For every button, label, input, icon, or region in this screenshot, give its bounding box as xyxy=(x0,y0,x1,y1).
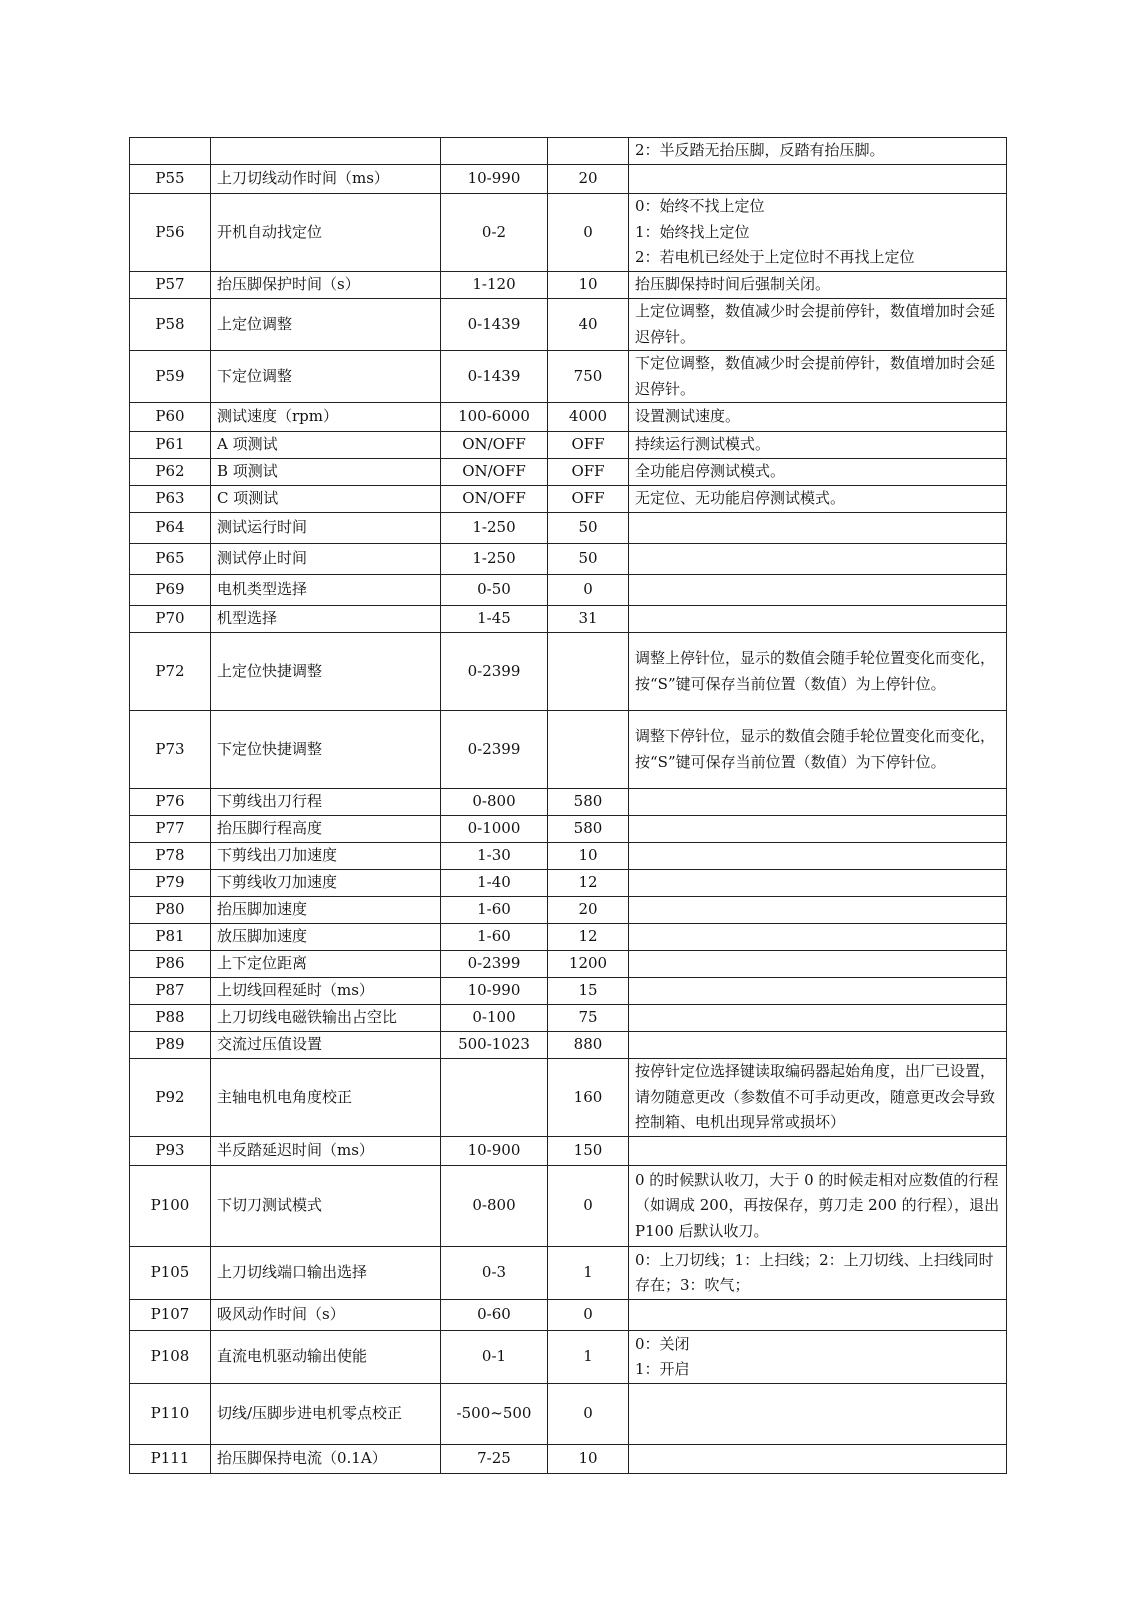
table-row xyxy=(130,513,1007,544)
parameter-table xyxy=(129,137,1007,1474)
param-code: P59 xyxy=(130,351,211,403)
table-row xyxy=(130,1331,1007,1384)
param-name: 下定位快捷调整 xyxy=(211,711,441,789)
param-default: 75 xyxy=(548,1005,629,1032)
param-range: 0-800 xyxy=(441,1166,548,1247)
param-name xyxy=(211,138,441,165)
param-default: 150 xyxy=(548,1137,629,1166)
table-row xyxy=(130,1384,1007,1445)
param-code: P87 xyxy=(130,978,211,1005)
table-row xyxy=(130,843,1007,870)
param-code: P92 xyxy=(130,1059,211,1137)
param-default: 20 xyxy=(548,897,629,924)
param-range: 1-60 xyxy=(441,924,548,951)
table-row xyxy=(130,897,1007,924)
param-default: 50 xyxy=(548,544,629,575)
param-name: 上刀切线动作时间（ms） xyxy=(211,165,441,194)
table-row xyxy=(130,544,1007,575)
param-description xyxy=(629,978,1007,1005)
param-description: 0：关闭 1：开启 xyxy=(629,1331,1007,1384)
param-description xyxy=(629,165,1007,194)
param-range: 1-250 xyxy=(441,513,548,544)
param-description xyxy=(629,1300,1007,1331)
table-row xyxy=(130,459,1007,486)
param-code: P77 xyxy=(130,816,211,843)
param-default: OFF xyxy=(548,459,629,486)
table-row xyxy=(130,1445,1007,1474)
table-row xyxy=(130,575,1007,606)
param-code: P76 xyxy=(130,789,211,816)
param-default: 1 xyxy=(548,1331,629,1384)
table-row xyxy=(130,1166,1007,1247)
param-default: 750 xyxy=(548,351,629,403)
param-range: 0-50 xyxy=(441,575,548,606)
table-row xyxy=(130,138,1007,165)
param-description xyxy=(629,816,1007,843)
param-range: 0-1439 xyxy=(441,351,548,403)
param-default: 4000 xyxy=(548,403,629,432)
param-name: 下切刀测试模式 xyxy=(211,1166,441,1247)
param-default: 12 xyxy=(548,870,629,897)
param-name: 半反踏延迟时间（ms） xyxy=(211,1137,441,1166)
param-range: 0-2399 xyxy=(441,711,548,789)
param-code: P80 xyxy=(130,897,211,924)
table-row xyxy=(130,1032,1007,1059)
param-range: 7-25 xyxy=(441,1445,548,1474)
param-code: P64 xyxy=(130,513,211,544)
param-range: 0-3 xyxy=(441,1247,548,1300)
param-description xyxy=(629,897,1007,924)
param-description: 全功能启停测试模式。 xyxy=(629,459,1007,486)
param-name: 吸风动作时间（s） xyxy=(211,1300,441,1331)
param-description xyxy=(629,951,1007,978)
table-row xyxy=(130,789,1007,816)
param-code: P93 xyxy=(130,1137,211,1166)
param-default: 580 xyxy=(548,816,629,843)
param-name: 开机自动找定位 xyxy=(211,194,441,272)
table-row xyxy=(130,924,1007,951)
param-default: 0 xyxy=(548,1166,629,1247)
param-name: 上刀切线电磁铁输出占空比 xyxy=(211,1005,441,1032)
param-description xyxy=(629,1005,1007,1032)
param-code: P57 xyxy=(130,272,211,299)
param-description: 无定位、无功能启停测试模式。 xyxy=(629,486,1007,513)
param-default: 0 xyxy=(548,1384,629,1445)
param-default: OFF xyxy=(548,486,629,513)
param-code: P60 xyxy=(130,403,211,432)
param-name: 测试速度（rpm） xyxy=(211,403,441,432)
table-row xyxy=(130,978,1007,1005)
param-code: P55 xyxy=(130,165,211,194)
param-default: 0 xyxy=(548,194,629,272)
param-name: 抬压脚加速度 xyxy=(211,897,441,924)
param-description: 按停针定位选择键读取编码器起始角度，出厂已设置，请勿随意更改（参数值不可手动更改，随意更改会导致控制箱、电机出现异常或损坏） xyxy=(629,1059,1007,1137)
param-description xyxy=(629,513,1007,544)
param-range: 1-45 xyxy=(441,606,548,633)
table-row xyxy=(130,1137,1007,1166)
param-range: 1-30 xyxy=(441,843,548,870)
param-code: P70 xyxy=(130,606,211,633)
table-row xyxy=(130,816,1007,843)
param-default xyxy=(548,138,629,165)
param-range: ON/OFF xyxy=(441,459,548,486)
param-code xyxy=(130,138,211,165)
param-default: 10 xyxy=(548,843,629,870)
param-default: 20 xyxy=(548,165,629,194)
param-range: 1-250 xyxy=(441,544,548,575)
param-default: 160 xyxy=(548,1059,629,1137)
table-row xyxy=(130,299,1007,351)
table-row xyxy=(130,1059,1007,1137)
table-row xyxy=(130,432,1007,459)
param-range: 0-60 xyxy=(441,1300,548,1331)
param-name: C 项测试 xyxy=(211,486,441,513)
param-range: 1-120 xyxy=(441,272,548,299)
param-name: 抬压脚保持电流（0.1A） xyxy=(211,1445,441,1474)
param-code: P78 xyxy=(130,843,211,870)
param-code: P79 xyxy=(130,870,211,897)
param-range xyxy=(441,138,548,165)
param-default: 10 xyxy=(548,1445,629,1474)
param-code: P61 xyxy=(130,432,211,459)
table-row xyxy=(130,1247,1007,1300)
param-range: 0-1 xyxy=(441,1331,548,1384)
param-description: 抬压脚保持时间后强制关闭。 xyxy=(629,272,1007,299)
param-description: 下定位调整，数值减少时会提前停针，数值增加时会延迟停针。 xyxy=(629,351,1007,403)
param-description xyxy=(629,1137,1007,1166)
param-name: 测试运行时间 xyxy=(211,513,441,544)
param-range: 500-1023 xyxy=(441,1032,548,1059)
param-description xyxy=(629,789,1007,816)
param-code: P107 xyxy=(130,1300,211,1331)
param-name: 上下定位距离 xyxy=(211,951,441,978)
table-row xyxy=(130,951,1007,978)
param-name: 下剪线出刀行程 xyxy=(211,789,441,816)
param-range: 1-40 xyxy=(441,870,548,897)
param-range: 1-60 xyxy=(441,897,548,924)
param-default: 15 xyxy=(548,978,629,1005)
table-row xyxy=(130,633,1007,711)
param-range: 0-2 xyxy=(441,194,548,272)
param-default: 1200 xyxy=(548,951,629,978)
param-description xyxy=(629,843,1007,870)
param-code: P111 xyxy=(130,1445,211,1474)
param-description xyxy=(629,575,1007,606)
param-name: 测试停止时间 xyxy=(211,544,441,575)
param-code: P105 xyxy=(130,1247,211,1300)
param-name: 放压脚加速度 xyxy=(211,924,441,951)
param-range: 100-6000 xyxy=(441,403,548,432)
param-name: 交流过压值设置 xyxy=(211,1032,441,1059)
param-description xyxy=(629,870,1007,897)
param-name: 上定位调整 xyxy=(211,299,441,351)
param-range: 0-800 xyxy=(441,789,548,816)
param-code: P58 xyxy=(130,299,211,351)
param-description: 上定位调整，数值减少时会提前停针，数值增加时会延迟停针。 xyxy=(629,299,1007,351)
parameter-table-body xyxy=(130,138,1007,1474)
param-default: 1 xyxy=(548,1247,629,1300)
param-name: 直流电机驱动输出使能 xyxy=(211,1331,441,1384)
table-row xyxy=(130,165,1007,194)
param-range: 0-2399 xyxy=(441,951,548,978)
param-default: 880 xyxy=(548,1032,629,1059)
param-default: 580 xyxy=(548,789,629,816)
param-code: P69 xyxy=(130,575,211,606)
param-range: 10-990 xyxy=(441,165,548,194)
table-row xyxy=(130,403,1007,432)
param-default: 31 xyxy=(548,606,629,633)
param-range: 0-1439 xyxy=(441,299,548,351)
param-description: 持续运行测试模式。 xyxy=(629,432,1007,459)
param-name: 机型选择 xyxy=(211,606,441,633)
param-range: 0-1000 xyxy=(441,816,548,843)
param-code: P81 xyxy=(130,924,211,951)
param-name: 上切线回程延时（ms） xyxy=(211,978,441,1005)
param-default: 0 xyxy=(548,575,629,606)
param-range: -500~500 xyxy=(441,1384,548,1445)
param-description: 2：半反踏无抬压脚，反踏有抬压脚。 xyxy=(629,138,1007,165)
param-range: 10-900 xyxy=(441,1137,548,1166)
param-range: 0-2399 xyxy=(441,633,548,711)
param-default xyxy=(548,711,629,789)
param-description: 调整上停针位，显示的数值会随手轮位置变化而变化，按“S”键可保存当前位置（数值）为上停针位。 xyxy=(629,633,1007,711)
table-row xyxy=(130,1005,1007,1032)
param-description: 调整下停针位，显示的数值会随手轮位置变化而变化，按“S”键可保存当前位置（数值）为下停针位。 xyxy=(629,711,1007,789)
param-default: 50 xyxy=(548,513,629,544)
param-name: 下剪线收刀加速度 xyxy=(211,870,441,897)
param-description: 0：始终不找上定位 1：始终找上定位 2：若电机已经处于上定位时不再找上定位 xyxy=(629,194,1007,272)
param-description xyxy=(629,544,1007,575)
param-name: 上定位快捷调整 xyxy=(211,633,441,711)
param-range: 10-990 xyxy=(441,978,548,1005)
param-default xyxy=(548,633,629,711)
param-description xyxy=(629,924,1007,951)
table-row xyxy=(130,870,1007,897)
param-range: ON/OFF xyxy=(441,432,548,459)
param-range: 0-100 xyxy=(441,1005,548,1032)
param-code: P88 xyxy=(130,1005,211,1032)
param-code: P110 xyxy=(130,1384,211,1445)
table-row xyxy=(130,351,1007,403)
table-row xyxy=(130,1300,1007,1331)
param-description xyxy=(629,1032,1007,1059)
param-description: 0 的时候默认收刀，大于 0 的时候走相对应数值的行程（如调成 200，再按保存，剪刀走 200 的行程），退出 P100 后默认收刀。 xyxy=(629,1166,1007,1247)
param-description: 设置测试速度。 xyxy=(629,403,1007,432)
param-range: ON/OFF xyxy=(441,486,548,513)
param-range xyxy=(441,1059,548,1137)
param-name: 下剪线出刀加速度 xyxy=(211,843,441,870)
param-default: OFF xyxy=(548,432,629,459)
table-row xyxy=(130,711,1007,789)
param-name: B 项测试 xyxy=(211,459,441,486)
param-name: 切线/压脚步进电机零点校正 xyxy=(211,1384,441,1445)
table-row xyxy=(130,486,1007,513)
param-code: P63 xyxy=(130,486,211,513)
param-default: 0 xyxy=(548,1300,629,1331)
table-row xyxy=(130,606,1007,633)
param-name: 抬压脚行程高度 xyxy=(211,816,441,843)
param-default: 10 xyxy=(548,272,629,299)
param-code: P72 xyxy=(130,633,211,711)
param-code: P73 xyxy=(130,711,211,789)
param-description xyxy=(629,1384,1007,1445)
param-code: P86 xyxy=(130,951,211,978)
param-description xyxy=(629,606,1007,633)
table-row xyxy=(130,194,1007,272)
param-description xyxy=(629,1445,1007,1474)
param-name: 主轴电机电角度校正 xyxy=(211,1059,441,1137)
param-default: 12 xyxy=(548,924,629,951)
param-code: P89 xyxy=(130,1032,211,1059)
param-code: P62 xyxy=(130,459,211,486)
param-code: P65 xyxy=(130,544,211,575)
param-code: P100 xyxy=(130,1166,211,1247)
param-name: 下定位调整 xyxy=(211,351,441,403)
param-default: 40 xyxy=(548,299,629,351)
param-description: 0：上刀切线；1：上扫线；2：上刀切线、上扫线同时存在；3：吹气； xyxy=(629,1247,1007,1300)
param-code: P56 xyxy=(130,194,211,272)
param-name: 上刀切线端口输出选择 xyxy=(211,1247,441,1300)
param-name: A 项测试 xyxy=(211,432,441,459)
param-name: 电机类型选择 xyxy=(211,575,441,606)
param-name: 抬压脚保护时间（s） xyxy=(211,272,441,299)
param-code: P108 xyxy=(130,1331,211,1384)
table-row xyxy=(130,272,1007,299)
